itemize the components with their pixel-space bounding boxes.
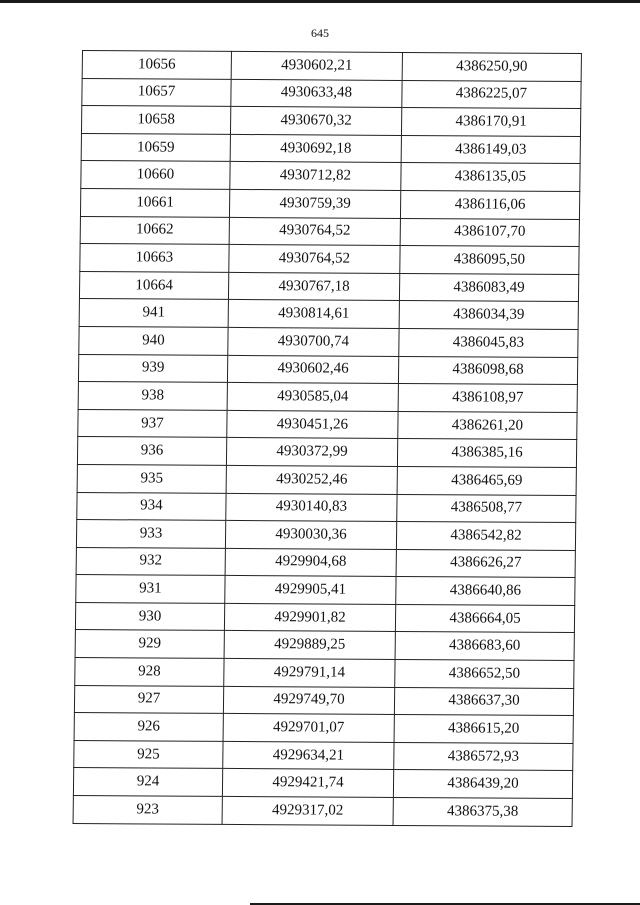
point-number-cell: 932 [76, 547, 225, 576]
y-coordinate-cell: 4386375,38 [393, 797, 572, 826]
point-number-cell: 10664 [79, 271, 228, 300]
point-number-cell: 10657 [82, 78, 231, 107]
point-number-cell: 924 [73, 768, 222, 797]
x-coordinate-cell: 4930767,18 [228, 272, 399, 301]
y-coordinate-cell: 4386637,30 [394, 687, 573, 716]
y-coordinate-cell: 4386095,50 [400, 246, 579, 275]
x-coordinate-cell: 4929317,02 [222, 796, 393, 825]
point-number-cell: 933 [76, 520, 225, 549]
point-number-cell: 935 [77, 464, 226, 493]
point-number-cell: 934 [77, 492, 226, 521]
point-number-cell: 923 [73, 796, 222, 825]
y-coordinate-cell: 4386108,97 [398, 384, 577, 413]
y-coordinate-cell: 4386045,83 [399, 328, 578, 357]
y-coordinate-cell: 4386098,68 [398, 356, 577, 385]
y-coordinate-cell: 4386664,05 [395, 604, 574, 633]
x-coordinate-cell: 4930764,52 [229, 245, 400, 274]
point-number-cell: 939 [78, 354, 227, 383]
table-row [73, 768, 572, 799]
y-coordinate-cell: 4386683,60 [395, 632, 574, 661]
x-coordinate-cell: 4930585,04 [227, 383, 398, 412]
table-row [78, 354, 577, 385]
table-row [74, 685, 573, 716]
coordinates-table-body [73, 51, 581, 827]
table-row [77, 464, 576, 495]
point-number-cell: 936 [77, 437, 226, 466]
point-number-cell: 10662 [80, 216, 229, 245]
y-coordinate-cell: 4386135,05 [401, 163, 580, 192]
table-row [79, 271, 578, 302]
x-coordinate-cell: 4930633,48 [231, 79, 402, 108]
table-row [80, 216, 579, 247]
x-coordinate-cell: 4930252,46 [226, 465, 397, 494]
y-coordinate-cell: 4386170,91 [401, 108, 580, 137]
coordinates-table [73, 50, 582, 827]
table-row [74, 740, 573, 771]
table-row [76, 520, 575, 551]
table-row [75, 658, 574, 689]
table-row [81, 133, 580, 164]
point-number-cell: 929 [75, 630, 224, 659]
table-row [81, 106, 580, 137]
x-coordinate-cell: 4930814,61 [228, 300, 399, 329]
x-coordinate-cell: 4930700,74 [228, 327, 399, 356]
table-row [79, 326, 578, 357]
x-coordinate-cell: 4930140,83 [226, 493, 397, 522]
x-coordinate-cell: 4929749,70 [223, 686, 394, 715]
y-coordinate-cell: 4386083,49 [399, 273, 578, 302]
y-coordinate-cell: 4386225,07 [402, 80, 581, 109]
y-coordinate-cell: 4386261,20 [398, 411, 577, 440]
point-number-cell: 10658 [81, 106, 230, 135]
y-coordinate-cell: 4386615,20 [394, 715, 573, 744]
point-number-cell: 940 [79, 326, 228, 355]
table-row [75, 602, 574, 633]
point-number-cell: 10660 [81, 161, 230, 190]
point-number-cell: 930 [75, 602, 224, 631]
x-coordinate-cell: 4929905,41 [225, 576, 396, 605]
point-number-cell: 10656 [82, 51, 231, 80]
x-coordinate-cell: 4930602,21 [231, 51, 402, 80]
point-number-cell: 926 [74, 713, 223, 742]
x-coordinate-cell: 4930451,26 [227, 410, 398, 439]
point-number-cell: 928 [75, 658, 224, 687]
x-coordinate-cell: 4929889,25 [224, 631, 395, 660]
point-number-cell: 927 [74, 685, 223, 714]
point-number-cell: 931 [76, 575, 225, 604]
x-coordinate-cell: 4930372,99 [226, 438, 397, 467]
x-coordinate-cell: 4929904,68 [225, 548, 396, 577]
x-coordinate-cell: 4930670,32 [230, 107, 401, 136]
y-coordinate-cell: 4386572,93 [394, 742, 573, 771]
x-coordinate-cell: 4929421,74 [222, 769, 393, 798]
y-coordinate-cell: 4386107,70 [400, 218, 579, 247]
x-coordinate-cell: 4929701,07 [223, 714, 394, 743]
y-coordinate-cell: 4386640,86 [396, 577, 575, 606]
y-coordinate-cell: 4386508,77 [397, 494, 576, 523]
y-coordinate-cell: 4386149,03 [401, 135, 580, 164]
table-row [77, 492, 576, 523]
table-row [78, 382, 577, 413]
table-row [79, 299, 578, 330]
x-coordinate-cell: 4930759,39 [229, 189, 400, 218]
point-number-cell: 937 [78, 409, 227, 438]
table-row [74, 713, 573, 744]
table-row [82, 51, 581, 82]
x-coordinate-cell: 4929634,21 [223, 741, 394, 770]
y-coordinate-cell: 4386250,90 [402, 52, 581, 81]
y-coordinate-cell: 4386385,16 [397, 439, 576, 468]
point-number-cell: 10659 [81, 133, 230, 162]
table-row [75, 630, 574, 661]
y-coordinate-cell: 4386626,27 [396, 549, 575, 578]
y-coordinate-cell: 4386652,50 [395, 660, 574, 689]
table-row [77, 437, 576, 468]
point-number-cell: 938 [78, 382, 227, 411]
x-coordinate-cell: 4930712,82 [230, 162, 401, 191]
table-row [78, 409, 577, 440]
y-coordinate-cell: 4386034,39 [399, 301, 578, 330]
point-number-cell: 941 [79, 299, 228, 328]
y-coordinate-cell: 4386439,20 [393, 770, 572, 799]
x-coordinate-cell: 4930692,18 [230, 134, 401, 163]
scan-edge-top [0, 0, 640, 3]
table-row [82, 78, 581, 109]
x-coordinate-cell: 4929901,82 [224, 603, 395, 632]
x-coordinate-cell: 4930030,36 [225, 521, 396, 550]
x-coordinate-cell: 4930764,52 [229, 217, 400, 246]
table-row [80, 244, 579, 275]
page-number: 645 [311, 26, 329, 40]
point-number-cell: 10661 [80, 188, 229, 217]
point-number-cell: 10663 [80, 244, 229, 273]
point-number-cell: 925 [74, 740, 223, 769]
table-row [76, 547, 575, 578]
table-row [73, 796, 572, 827]
table-row [80, 188, 579, 219]
x-coordinate-cell: 4930602,46 [227, 355, 398, 384]
table-row [76, 575, 575, 606]
x-coordinate-cell: 4929791,14 [224, 658, 395, 687]
y-coordinate-cell: 4386116,06 [400, 190, 579, 219]
table-row [81, 161, 580, 192]
y-coordinate-cell: 4386465,69 [397, 466, 576, 495]
y-coordinate-cell: 4386542,82 [396, 522, 575, 551]
